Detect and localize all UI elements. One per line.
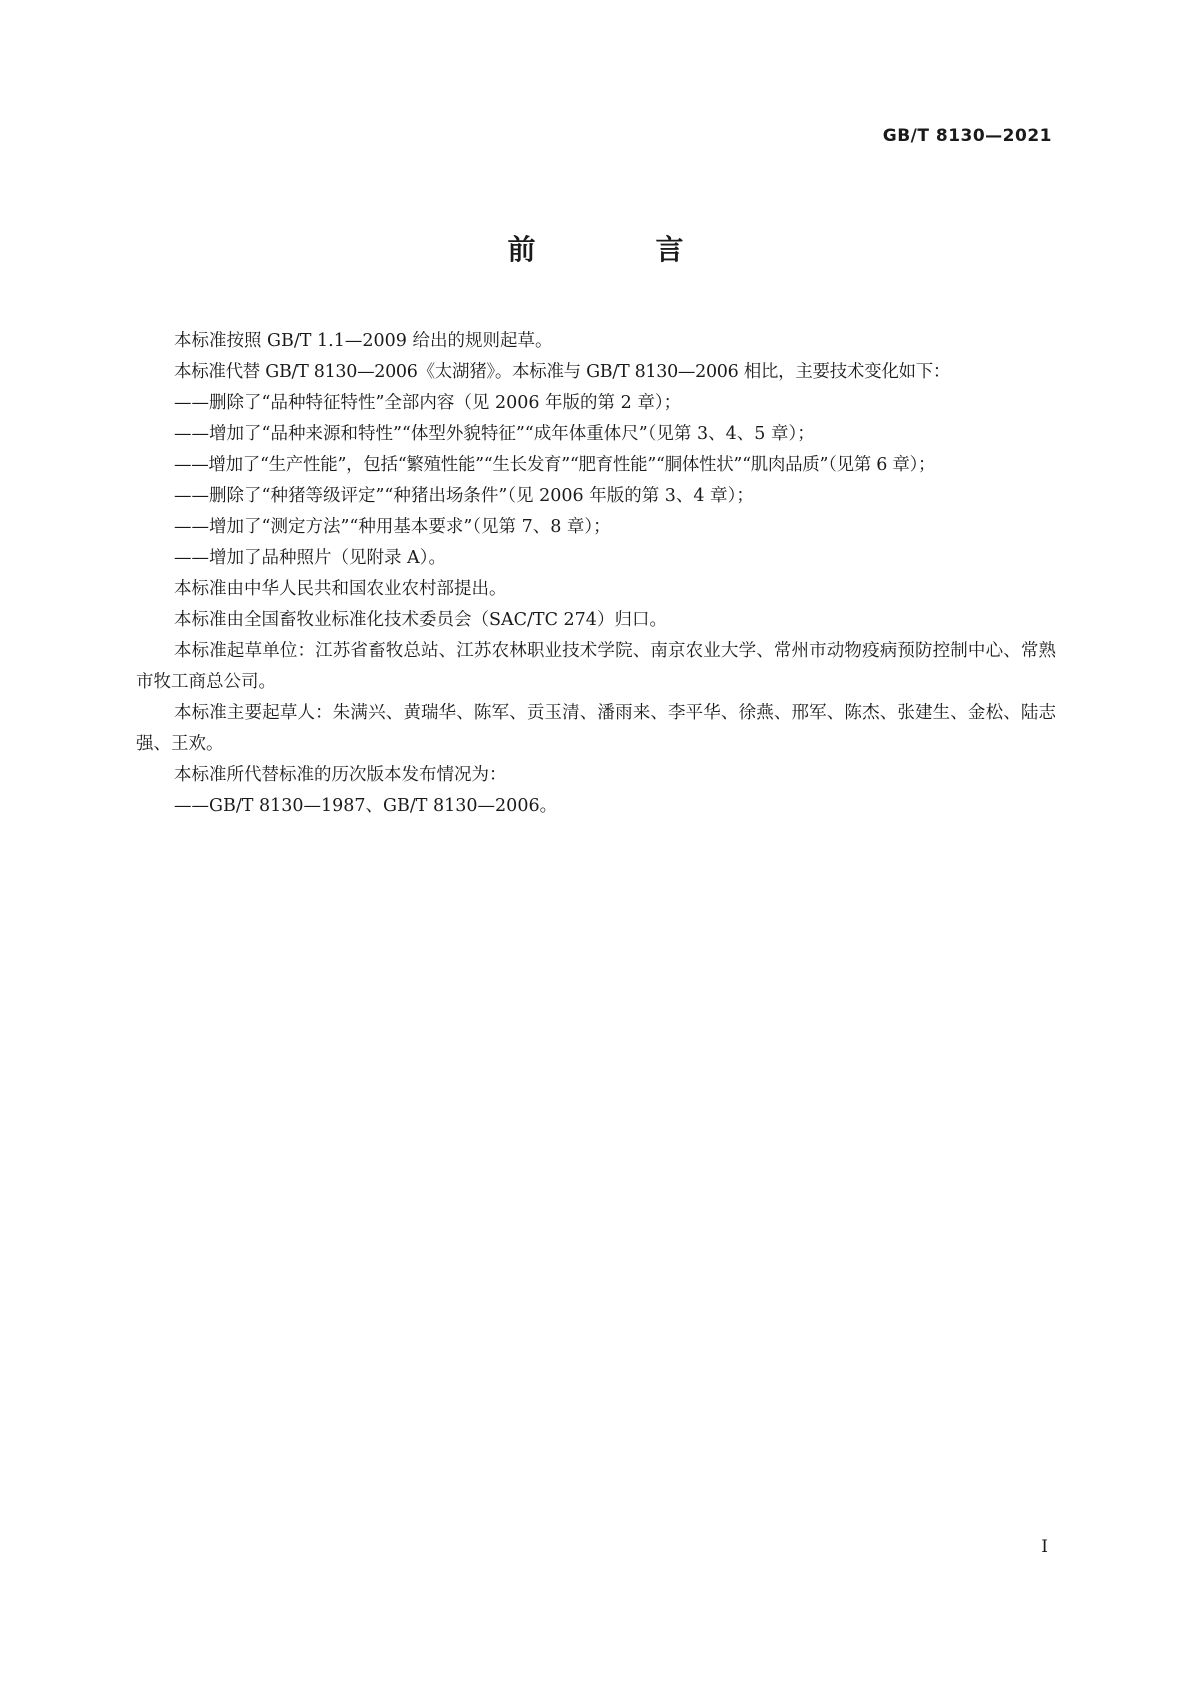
- paragraph-drafters: 本标准主要起草人：朱满兴、黄瑞华、陈军、贡玉清、潘雨来、李平华、徐燕、邢军、陈杰、张建生、金松、陆志强、王欢。: [136, 703, 1056, 754]
- paragraph-drafting-units: 本标准起草单位：江苏省畜牧总站、江苏农林职业技术学院、南京农业大学、常州市动物疫病预防控制中心、常熟市牧工商总公司。: [136, 641, 1056, 692]
- list-item-change-5: ——增加了“测定方法”“种用基本要求”（见第 7、8 章）；: [174, 517, 611, 537]
- paragraph-drafting-rules: 本标准按照 GB/T 1.1—2009 给出的规则起草。: [174, 331, 553, 351]
- page-title: 前 言: [507, 233, 730, 266]
- list-item-change-6: ——增加了品种照片（见附录 A）。: [174, 548, 446, 568]
- paragraph-committee: 本标准由全国畜牧业标准化技术委员会（SAC/TC 274）归口。: [174, 610, 667, 630]
- paragraph-proposer: 本标准由中华人民共和国农业农村部提出。: [174, 579, 507, 599]
- page-number: I: [1041, 1537, 1048, 1557]
- list-item-change-3: ——增加了“生产性能”，包括“繁殖性能”“生长发育”“肥育性能”“胴体性状”“肌肉品质”（见第 6 章）；: [174, 455, 936, 475]
- list-item-change-4: ——删除了“种猪等级评定”“种猪出场条件”（见 2006 年版的第 3、4 章）；: [174, 486, 754, 506]
- list-item-change-1: ——删除了“品种特征特性”全部内容（见 2006 年版的第 2 章）；: [174, 393, 682, 413]
- paragraph-replacement: 本标准代替 GB/T 8130—2006《太湖猪》。本标准与 GB/T 8130—2006 相比，主要技术变化如下：: [174, 362, 951, 382]
- list-item-history: ——GB/T 8130—1987、GB/T 8130—2006。: [174, 796, 558, 816]
- standard-code: GB/T 8130—2021: [882, 126, 1052, 146]
- foreword-body: [136, 326, 1056, 822]
- paragraph-history-intro: 本标准所代替标准的历次版本发布情况为：: [174, 765, 507, 785]
- list-item-change-2: ——增加了“品种来源和特性”“体型外貌特征”“成年体重体尺”（见第 3、4、5 章）；: [174, 424, 815, 444]
